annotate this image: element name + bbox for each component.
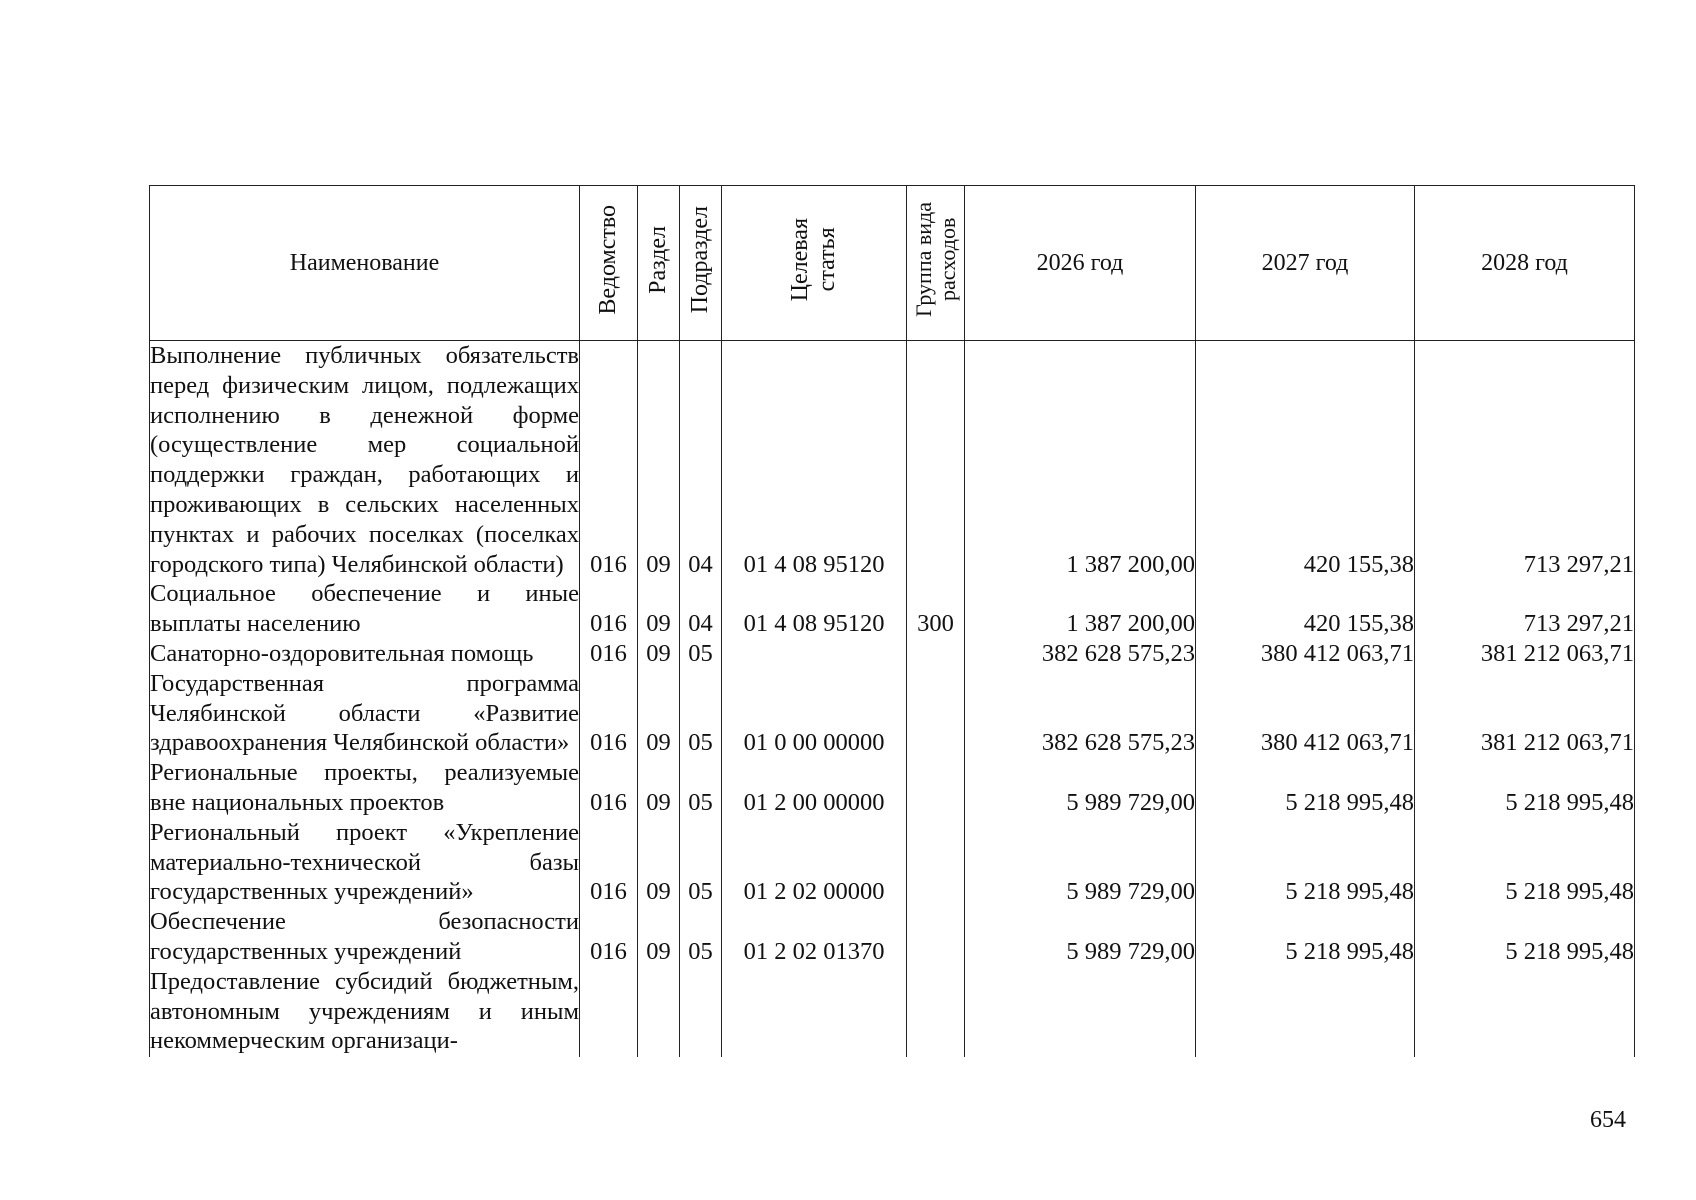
row-department: 016 xyxy=(580,639,638,669)
row-section: 09 xyxy=(638,758,680,818)
row-amount-2027: 380 412 063,71 xyxy=(1196,669,1415,758)
row-amount-2027: 380 412 063,71 xyxy=(1196,639,1415,669)
row-target-article: 01 2 02 01370 xyxy=(722,907,907,967)
row-section: 09 xyxy=(638,579,680,639)
table-row xyxy=(150,639,1635,669)
page-number: 654 xyxy=(1590,1107,1626,1133)
row-amount-2026: 382 628 575,23 xyxy=(965,639,1196,669)
table-row xyxy=(150,758,1635,818)
row-target-article: 01 4 08 95120 xyxy=(722,579,907,639)
row-expense-group xyxy=(907,758,965,818)
row-expense-group xyxy=(907,967,965,1057)
table-row xyxy=(150,669,1635,758)
table-row xyxy=(150,967,1635,1057)
header-department: Ведомство xyxy=(580,186,638,341)
header-name: Наименование xyxy=(150,186,580,341)
row-subsection: 05 xyxy=(680,818,722,907)
row-amount-2028: 713 297,21 xyxy=(1415,579,1635,639)
row-amount-2026: 1 387 200,00 xyxy=(965,579,1196,639)
row-section: 09 xyxy=(638,669,680,758)
row-target-article: 01 2 00 00000 xyxy=(722,758,907,818)
row-section xyxy=(638,967,680,1057)
row-name: Обеспечение безопасности государственных учреждений xyxy=(150,908,579,965)
row-amount-2027: 5 218 995,48 xyxy=(1196,818,1415,907)
row-department: 016 xyxy=(580,818,638,907)
header-subsection: Подраздел xyxy=(680,186,722,341)
row-expense-group xyxy=(907,341,965,580)
table-row xyxy=(150,907,1635,967)
header-target-article: Целевая статья xyxy=(722,186,907,341)
row-department: 016 xyxy=(580,907,638,967)
row-expense-group xyxy=(907,907,965,967)
row-amount-2027: 5 218 995,48 xyxy=(1196,758,1415,818)
row-amount-2028: 5 218 995,48 xyxy=(1415,907,1635,967)
row-subsection: 05 xyxy=(680,758,722,818)
header-year-2028: 2028 год xyxy=(1415,186,1635,341)
row-name: Региональный проект «Укрепление материально-технической базы государственных учреждений» xyxy=(150,818,579,906)
row-amount-2027 xyxy=(1196,967,1415,1057)
row-name: Предоставление субсидий бюджетным, автономным учреждениям и иным некоммерческим организаци- xyxy=(150,967,580,1057)
row-name: Выполнение публичных обязательств перед физическим лицом, подлежащих исполнению в денежной форме (осуществление мер социальной поддержки граждан, работающих и проживающих в сельских населенных пунктах и рабочих поселках (поселках городского типа) Челябинской области) xyxy=(150,342,579,578)
row-amount-2026: 5 989 729,00 xyxy=(965,758,1196,818)
row-subsection: 05 xyxy=(680,669,722,758)
row-subsection: 04 xyxy=(680,341,722,580)
row-target-article xyxy=(722,639,907,669)
row-expense-group xyxy=(907,669,965,758)
row-amount-2028: 5 218 995,48 xyxy=(1415,758,1635,818)
row-amount-2028: 713 297,21 xyxy=(1415,341,1635,580)
row-department: 016 xyxy=(580,341,638,580)
header-expense-group: Группа вида расходов xyxy=(907,186,965,341)
row-expense-group: 300 xyxy=(907,579,965,639)
budget-table xyxy=(149,185,1635,1057)
row-amount-2028: 5 218 995,48 xyxy=(1415,818,1635,907)
row-amount-2026: 5 989 729,00 xyxy=(965,818,1196,907)
header-year-2026: 2026 год xyxy=(965,186,1196,341)
row-subsection: 04 xyxy=(680,579,722,639)
row-subsection: 05 xyxy=(680,907,722,967)
row-subsection xyxy=(680,967,722,1057)
row-amount-2026: 1 387 200,00 xyxy=(965,341,1196,580)
row-amount-2027: 420 155,38 xyxy=(1196,341,1415,580)
row-name: Социальное обеспечение и иные выплаты населению xyxy=(150,580,579,638)
row-name: Региональные проекты, реализуемые вне национальных проектов xyxy=(150,759,579,816)
row-amount-2028: 381 212 063,71 xyxy=(1415,639,1635,669)
row-name: Государственная программа Челябинской области «Развитие здравоохранения Челябинской области» xyxy=(150,669,579,757)
row-section: 09 xyxy=(638,818,680,907)
row-subsection: 05 xyxy=(680,639,722,669)
row-amount-2027: 420 155,38 xyxy=(1196,579,1415,639)
row-amount-2026: 5 989 729,00 xyxy=(965,907,1196,967)
row-department: 016 xyxy=(580,758,638,818)
table-row xyxy=(150,341,1635,580)
row-department: 016 xyxy=(580,579,638,639)
row-amount-2028: 381 212 063,71 xyxy=(1415,669,1635,758)
table-row xyxy=(150,818,1635,907)
row-expense-group xyxy=(907,818,965,907)
row-target-article: 01 2 02 00000 xyxy=(722,818,907,907)
row-target-article xyxy=(722,967,907,1057)
row-section: 09 xyxy=(638,341,680,580)
header-section: Раздел xyxy=(638,186,680,341)
header-row xyxy=(150,186,1635,341)
row-amount-2028 xyxy=(1415,967,1635,1057)
table-row xyxy=(150,579,1635,639)
row-department xyxy=(580,967,638,1057)
row-amount-2027: 5 218 995,48 xyxy=(1196,907,1415,967)
row-name: Санаторно-оздоровительная помощь xyxy=(150,639,580,669)
row-target-article: 01 4 08 95120 xyxy=(722,341,907,580)
row-amount-2026 xyxy=(965,967,1196,1057)
header-year-2027: 2027 год xyxy=(1196,186,1415,341)
row-section: 09 xyxy=(638,639,680,669)
row-target-article: 01 0 00 00000 xyxy=(722,669,907,758)
row-department: 016 xyxy=(580,669,638,758)
row-amount-2026: 382 628 575,23 xyxy=(965,669,1196,758)
row-expense-group xyxy=(907,639,965,669)
row-section: 09 xyxy=(638,907,680,967)
